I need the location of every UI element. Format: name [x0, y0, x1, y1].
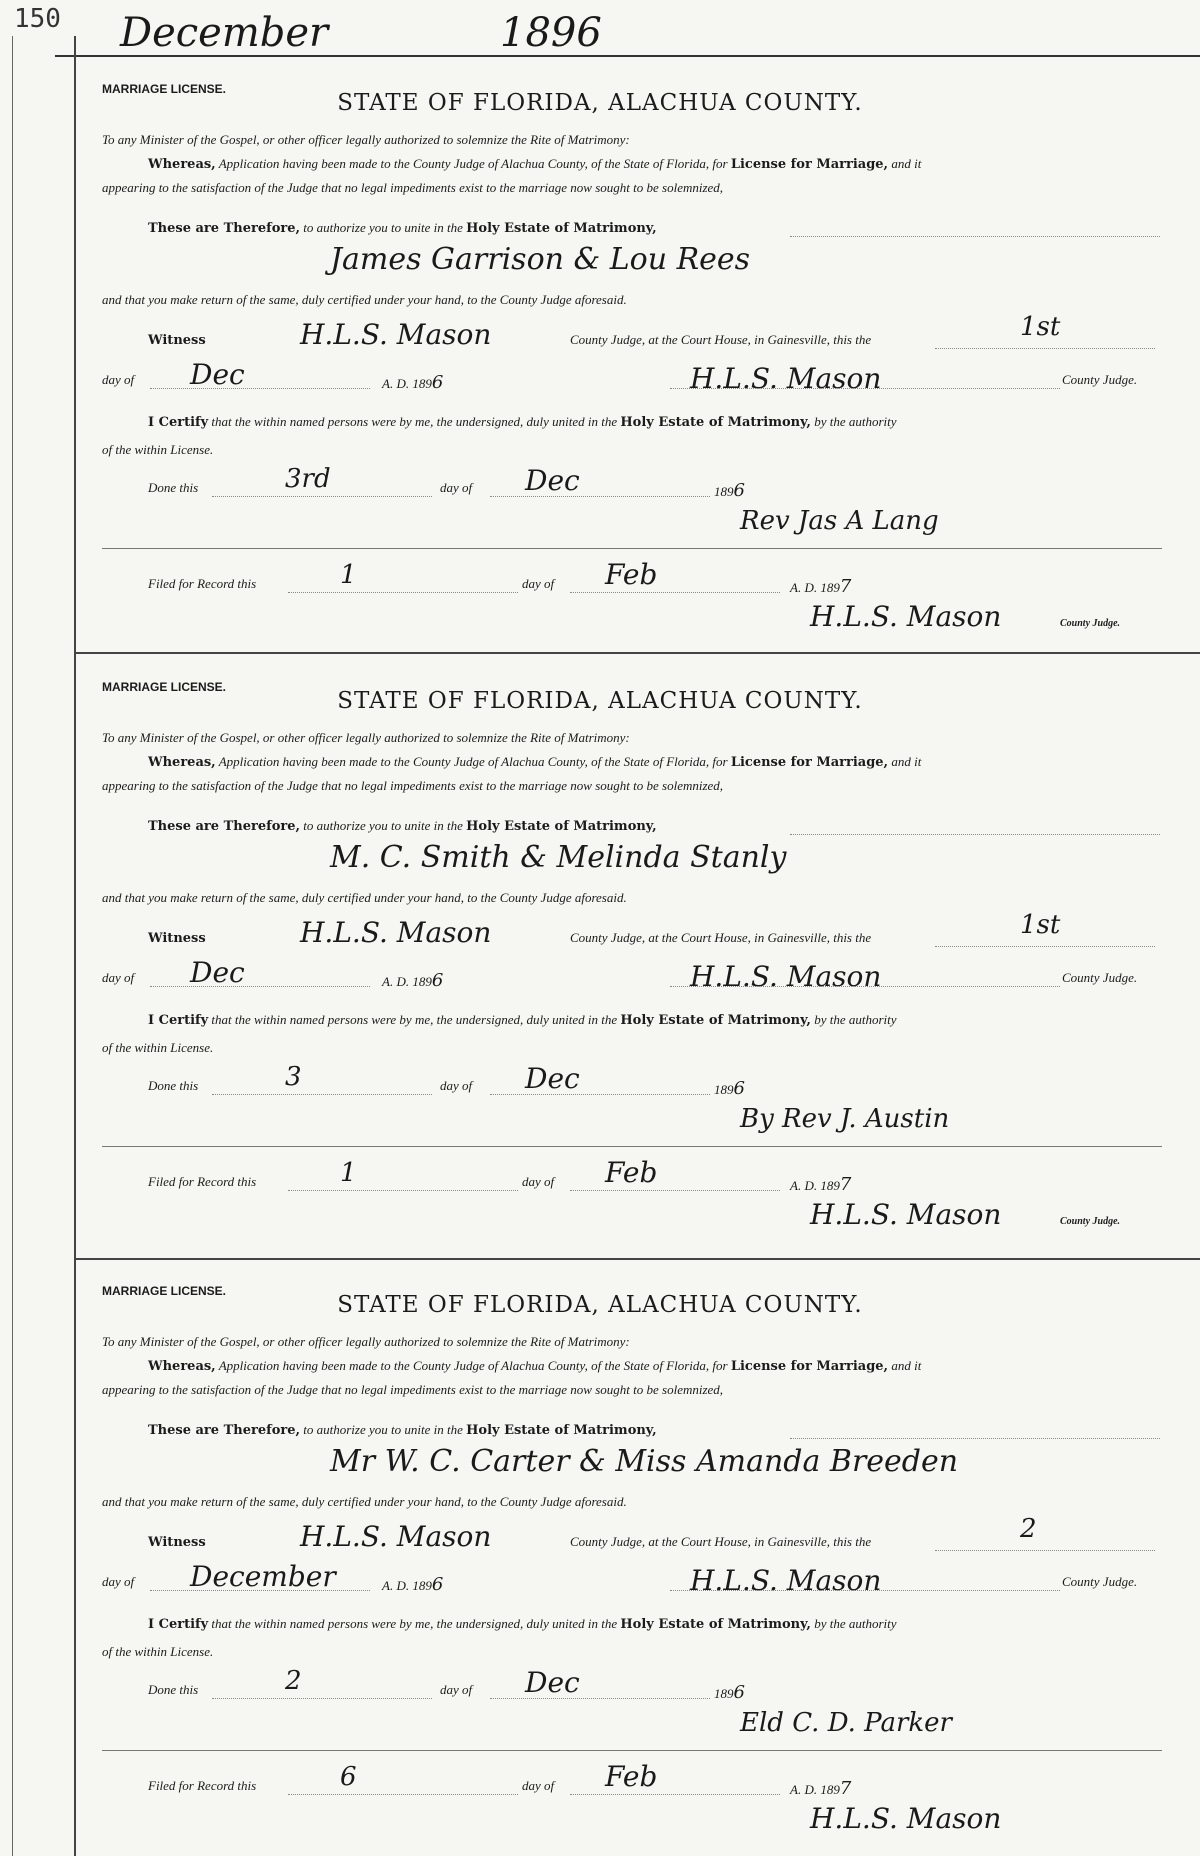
- therefore-label: These are Therefore,: [148, 1423, 301, 1438]
- mid-rule: [102, 1750, 1162, 1751]
- issue-year-digit: 6: [431, 970, 444, 991]
- issue-ad: [382, 1574, 443, 1595]
- certify-label: I Certify: [148, 1013, 209, 1028]
- whereas-line: [148, 1358, 921, 1374]
- filed-day-of: day of: [522, 576, 555, 591]
- done-month-dots: [490, 1094, 710, 1095]
- filed-day: 6: [340, 1762, 357, 1792]
- done-month: Dec: [525, 1666, 580, 1699]
- holy-estate: Holy Estate of Matrimony,: [466, 819, 657, 834]
- holy-estate-2: Holy Estate of Matrimony,: [620, 1617, 811, 1632]
- filed-year-digit: 7: [839, 1778, 852, 1799]
- done-day: 3: [285, 1062, 302, 1092]
- filed-label: Filed for Record this: [148, 576, 257, 591]
- whereas-text: Application having been made to the County Judge of Alachua County, of the State of Florida, for: [218, 754, 728, 769]
- witness-word: Witness: [148, 1535, 206, 1550]
- filed-signature: H.L.S. Mason: [810, 1198, 1002, 1231]
- certify-line: [148, 1616, 897, 1632]
- and-it: and it: [891, 754, 922, 769]
- marriage-license: [0, 1272, 1200, 1852]
- witness-word: Witness: [148, 333, 206, 348]
- filed-month: Feb: [605, 1156, 658, 1189]
- filed-day-dots: [288, 592, 518, 593]
- whereas-label: Whereas,: [148, 1359, 216, 1374]
- issue-year-digit: 6: [431, 372, 444, 393]
- certify-text: that the within named persons were by me, the undersigned, duly united in the: [211, 414, 618, 429]
- done-day: 3rd: [285, 464, 331, 494]
- witness-judge: H.L.S. Mason: [300, 318, 492, 351]
- judge-signature: H.L.S. Mason: [690, 960, 882, 993]
- day-of-label: day of: [102, 1574, 135, 1589]
- mid-rule: [102, 1146, 1162, 1147]
- filed-day-of: day of: [522, 1778, 555, 1793]
- done-label: Done this: [148, 1078, 199, 1093]
- therefore-text: to authorize you to unite in the: [303, 1422, 463, 1437]
- certify-line: [148, 414, 897, 430]
- therefore-label: These are Therefore,: [148, 221, 301, 236]
- filed-ad: [790, 576, 851, 597]
- filed-month-dots: [570, 1190, 780, 1191]
- license-tag: MARRIAGE LICENSE.: [102, 82, 227, 96]
- judge-dots: [670, 388, 1060, 389]
- judge-dots: [670, 1590, 1060, 1591]
- license-separator: [76, 1258, 1200, 1260]
- header-month: December: [120, 10, 329, 56]
- issue-ad: [382, 372, 443, 393]
- filed-month-dots: [570, 1794, 780, 1795]
- done-month-dots: [490, 496, 710, 497]
- license-tag: MARRIAGE LICENSE.: [102, 1284, 227, 1298]
- court-text: County Judge, at the Court House, in Gainesville, this the: [570, 1534, 872, 1549]
- judge-signature: H.L.S. Mason: [690, 362, 882, 395]
- issue-month: Dec: [190, 956, 245, 989]
- issue-ad-text: A. D. 189: [382, 974, 432, 989]
- certify-label: I Certify: [148, 1617, 209, 1632]
- witness-word: Witness: [148, 931, 206, 946]
- therefore-dots: [790, 236, 1160, 237]
- filed-day: 1: [340, 560, 357, 590]
- certify-line: [148, 1012, 897, 1028]
- filed-label: Filed for Record this: [148, 1174, 257, 1189]
- couple-names: M. C. Smith & Melinda Stanly: [330, 840, 787, 875]
- filed-year-digit: 7: [839, 576, 852, 597]
- header-year: 1896: [500, 10, 602, 56]
- done-day-dots: [212, 496, 432, 497]
- address-line: To any Minister of the Gospel, or other officer legally authorized to solemnize the Rite of Matrimony:: [102, 1334, 630, 1349]
- license-title: STATE OF FLORIDA, ALACHUA COUNTY.: [337, 688, 863, 714]
- holy-estate: Holy Estate of Matrimony,: [466, 1423, 657, 1438]
- license-for-marriage: License for Marriage,: [730, 1359, 889, 1374]
- filed-year-digit: 7: [839, 1174, 852, 1195]
- license-separator: [76, 652, 1200, 654]
- marriage-license: [0, 70, 1200, 650]
- witness-label: [148, 930, 206, 946]
- mid-rule: [102, 548, 1162, 549]
- witness-judge: H.L.S. Mason: [300, 1520, 492, 1553]
- and-it: and it: [891, 1358, 922, 1373]
- court-dots: [935, 348, 1155, 349]
- appearing-line: appearing to the satisfaction of the Judge that no legal impediments exist to the marriage now sought to be solemnized,: [102, 1382, 724, 1397]
- done-day-dots: [212, 1698, 432, 1699]
- therefore-line: [148, 1422, 657, 1438]
- done-year-digit: 6: [733, 1078, 745, 1099]
- issue-ad: [382, 970, 443, 991]
- filed-ad-text: A. D. 189: [790, 1178, 840, 1193]
- whereas-label: Whereas,: [148, 157, 216, 172]
- therefore-text: to authorize you to unite in the: [303, 220, 463, 235]
- filed-month: Feb: [605, 558, 658, 591]
- county-judge-small: County Judge.: [1060, 1216, 1121, 1227]
- filed-day-of: day of: [522, 1174, 555, 1189]
- done-label: Done this: [148, 1682, 199, 1697]
- issue-day: 2: [1020, 1514, 1037, 1544]
- day-of-dots: [150, 986, 370, 987]
- issue-month: Dec: [190, 358, 245, 391]
- header-rule: [55, 55, 1200, 57]
- within-license: of the within License.: [102, 1040, 214, 1055]
- filed-label: Filed for Record this: [148, 1778, 257, 1793]
- done-month: Dec: [525, 464, 580, 497]
- appearing-line: appearing to the satisfaction of the Judge that no legal impediments exist to the marriage now sought to be solemnized,: [102, 778, 724, 793]
- day-of-label: day of: [102, 970, 135, 985]
- holy-estate-2: Holy Estate of Matrimony,: [620, 415, 811, 430]
- certify-text: that the within named persons were by me, the undersigned, duly united in the: [211, 1616, 618, 1631]
- within-license: of the within License.: [102, 442, 214, 457]
- return-line: and that you make return of the same, duly certified under your hand, to the County Judge aforesaid.: [102, 292, 627, 307]
- done-year-digit: 6: [733, 480, 745, 501]
- issue-ad-text: A. D. 189: [382, 376, 432, 391]
- by-authority: by the authority: [814, 1012, 897, 1027]
- done-day-of: day of: [440, 1682, 473, 1697]
- therefore-dots: [790, 1438, 1160, 1439]
- return-line: and that you make return of the same, duly certified under your hand, to the County Judge aforesaid.: [102, 1494, 627, 1509]
- address-line: To any Minister of the Gospel, or other officer legally authorized to solemnize the Rite of Matrimony:: [102, 730, 630, 745]
- license-title: STATE OF FLORIDA, ALACHUA COUNTY.: [337, 1292, 863, 1318]
- witness-label: [148, 332, 206, 348]
- within-license: of the within License.: [102, 1644, 214, 1659]
- court-text: County Judge, at the Court House, in Gainesville, this the: [570, 930, 872, 945]
- therefore-line: [148, 818, 657, 834]
- done-year: 1896: [714, 480, 745, 501]
- done-label: Done this: [148, 480, 199, 495]
- officiant-signature: By Rev J. Austin: [740, 1104, 950, 1134]
- certify-label: I Certify: [148, 415, 209, 430]
- filed-ad: [790, 1174, 851, 1195]
- filed-day: 1: [340, 1158, 357, 1188]
- issue-day: 1st: [1020, 312, 1061, 342]
- by-authority: by the authority: [814, 1616, 897, 1631]
- officiant-signature: Rev Jas A Lang: [740, 506, 939, 536]
- page-number: 150: [14, 4, 61, 34]
- day-of-label: day of: [102, 372, 135, 387]
- court-text: County Judge, at the Court House, in Gainesville, this the: [570, 332, 872, 347]
- license-for-marriage: License for Marriage,: [730, 755, 889, 770]
- done-year-digit: 6: [733, 1682, 745, 1703]
- whereas-label: Whereas,: [148, 755, 216, 770]
- officiant-signature: Eld C. D. Parker: [740, 1708, 952, 1738]
- judge-signature: H.L.S. Mason: [690, 1564, 882, 1597]
- therefore-line: [148, 220, 657, 236]
- appearing-line: appearing to the satisfaction of the Judge that no legal impediments exist to the marriage now sought to be solemnized,: [102, 180, 724, 195]
- county-judge-label: County Judge.: [1062, 372, 1138, 387]
- witness-label: [148, 1534, 206, 1550]
- whereas-line: [148, 156, 921, 172]
- issue-year-digit: 6: [431, 1574, 444, 1595]
- whereas-text: Application having been made to the County Judge of Alachua County, of the State of Florida, for: [218, 156, 728, 171]
- filed-month: Feb: [605, 1760, 658, 1793]
- done-year: 1896: [714, 1078, 745, 1099]
- done-day: 2: [285, 1666, 302, 1696]
- couple-names: Mr W. C. Carter & Miss Amanda Breeden: [330, 1444, 959, 1479]
- done-day-dots: [212, 1094, 432, 1095]
- judge-dots: [670, 986, 1060, 987]
- license-tag: MARRIAGE LICENSE.: [102, 680, 227, 694]
- therefore-dots: [790, 834, 1160, 835]
- court-dots: [935, 1550, 1155, 1551]
- court-dots: [935, 946, 1155, 947]
- done-month-dots: [490, 1698, 710, 1699]
- and-it: and it: [891, 156, 922, 171]
- filed-day-dots: [288, 1190, 518, 1191]
- holy-estate: Holy Estate of Matrimony,: [466, 221, 657, 236]
- holy-estate-2: Holy Estate of Matrimony,: [620, 1013, 811, 1028]
- whereas-text: Application having been made to the County Judge of Alachua County, of the State of Florida, for: [218, 1358, 728, 1373]
- county-judge-small: County Judge.: [1060, 618, 1121, 629]
- license-title: STATE OF FLORIDA, ALACHUA COUNTY.: [337, 90, 863, 116]
- by-authority: by the authority: [814, 414, 897, 429]
- couple-names: James Garrison & Lou Rees: [330, 242, 751, 277]
- filed-signature: H.L.S. Mason: [810, 600, 1002, 633]
- filed-day-dots: [288, 1794, 518, 1795]
- issue-day: 1st: [1020, 910, 1061, 940]
- done-day-of: day of: [440, 1078, 473, 1093]
- address-line: To any Minister of the Gospel, or other officer legally authorized to solemnize the Rite of Matrimony:: [102, 132, 630, 147]
- certify-text: that the within named persons were by me, the undersigned, duly united in the: [211, 1012, 618, 1027]
- issue-ad-text: A. D. 189: [382, 1578, 432, 1593]
- license-for-marriage: License for Marriage,: [730, 157, 889, 172]
- done-year: 1896: [714, 1682, 745, 1703]
- page-header: [0, 0, 1200, 56]
- day-of-dots: [150, 388, 370, 389]
- filed-month-dots: [570, 592, 780, 593]
- filed-ad-text: A. D. 189: [790, 580, 840, 595]
- whereas-line: [148, 754, 921, 770]
- county-judge-label: County Judge.: [1062, 1574, 1138, 1589]
- return-line: and that you make return of the same, duly certified under your hand, to the County Judge aforesaid.: [102, 890, 627, 905]
- filed-ad: [790, 1778, 851, 1799]
- witness-judge: H.L.S. Mason: [300, 916, 492, 949]
- county-judge-label: County Judge.: [1062, 970, 1138, 985]
- done-month: Dec: [525, 1062, 580, 1095]
- filed-ad-text: A. D. 189: [790, 1782, 840, 1797]
- therefore-text: to authorize you to unite in the: [303, 818, 463, 833]
- done-day-of: day of: [440, 480, 473, 495]
- issue-month: December: [190, 1560, 336, 1593]
- marriage-license: [0, 668, 1200, 1248]
- filed-signature: H.L.S. Mason: [810, 1802, 1002, 1835]
- therefore-label: These are Therefore,: [148, 819, 301, 834]
